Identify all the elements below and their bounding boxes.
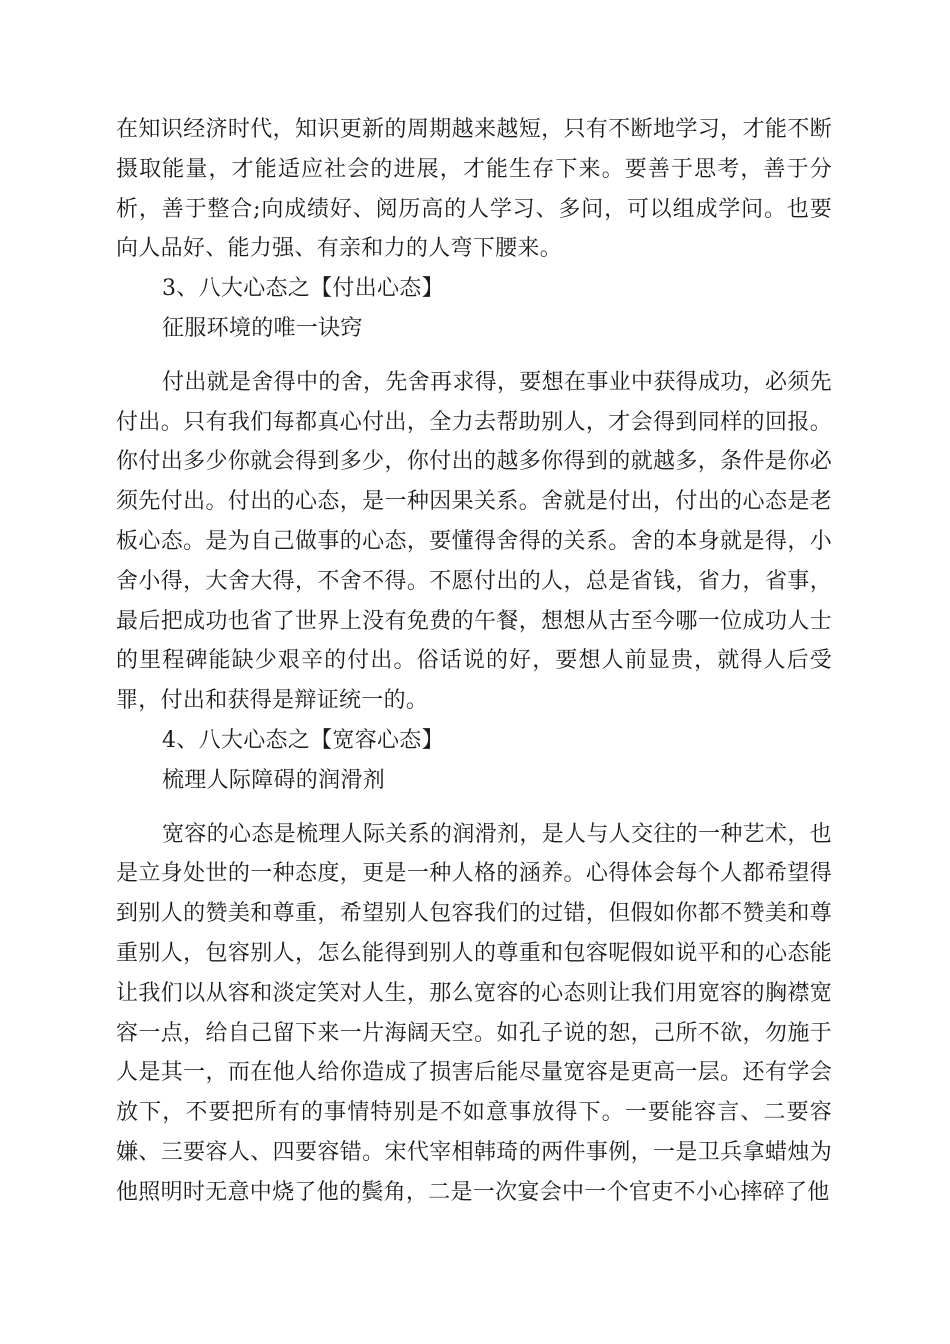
- section-subtitle-tolerance: 梳理人际障碍的润滑剂: [162, 767, 386, 793]
- document-page: [116, 110, 832, 1213]
- section-heading-tolerance: 4、八大心态之【宽容心态】: [162, 727, 444, 753]
- section-subtitle-giving: 征服环境的唯一诀窍: [162, 315, 363, 341]
- paragraph-learning: 在知识经济时代，知识更新的周期越来越短，只有不断地学习，才能不断摄取能量，才能适应社会的进展，才能生存下来。要善于思考，善于分析，善于整合;向成绩好、阅历高的人学习、多问，可以组成学问。也要向人品好、能力强、有亲和力的人弯下腰来。: [116, 117, 832, 262]
- paragraph-tolerance: 宽容的心态是梳理人际关系的润滑剂，是人与人交往的一种艺术，也是立身处世的一种态度，更是一种人格的涵养。心得体会每个人都希望得到别人的赞美和尊重，希望别人包容我们的过错，但假如你都不赞美和尊重别人，包容别人，怎么能得到别人的尊重和包容呢假如说平和的心态能让我们以从容和淡定笑对人生，那么宽容的心态则让我们用宽容的胸襟宽容一点，给自己留下来一片海阔天空。如孔子说的恕，己所不欲，勿施于人是其一，而在他人给你造成了损害后能尽量宽容是更高一层。还有学会放下，不要把所有的事情特别是不如意事放得下。一要能容言、二要容嫌、三要容人、四要容错。宋代宰相韩琦的两件事例，一是卫兵拿蜡烛为他照明时无意中烧了他的鬓角，二是一次宴会中一个官吏不小心摔碎了他: [116, 821, 832, 1205]
- paragraph-giving: 付出就是舍得中的舍，先舍再求得，要想在事业中获得成功，必须先付出。只有我们每都真心付出，全力去帮助别人，才会得到同样的回报。你付出多少你就会得到多少，你付出的越多你得到的就越多，条件是你必须先付出。付出的心态，是一种因果关系。舍就是付出，付出的心态是老板心态。是为自己做事的心态，要懂得舍得的关系。舍的本身就是得，小舍小得，大舍大得，不舍不得。不愿付出的人，总是省钱，省力，省事，最后把成功也省了世界上没有免费的午餐，想想从古至今哪一位成功人士的里程碑能缺少艰辛的付出。俗话说的好，要想人前显贵，就得人后受罪，付出和获得是辩证统一的。: [116, 369, 832, 714]
- section-heading-giving: 3、八大心态之【付出心态】: [162, 276, 444, 302]
